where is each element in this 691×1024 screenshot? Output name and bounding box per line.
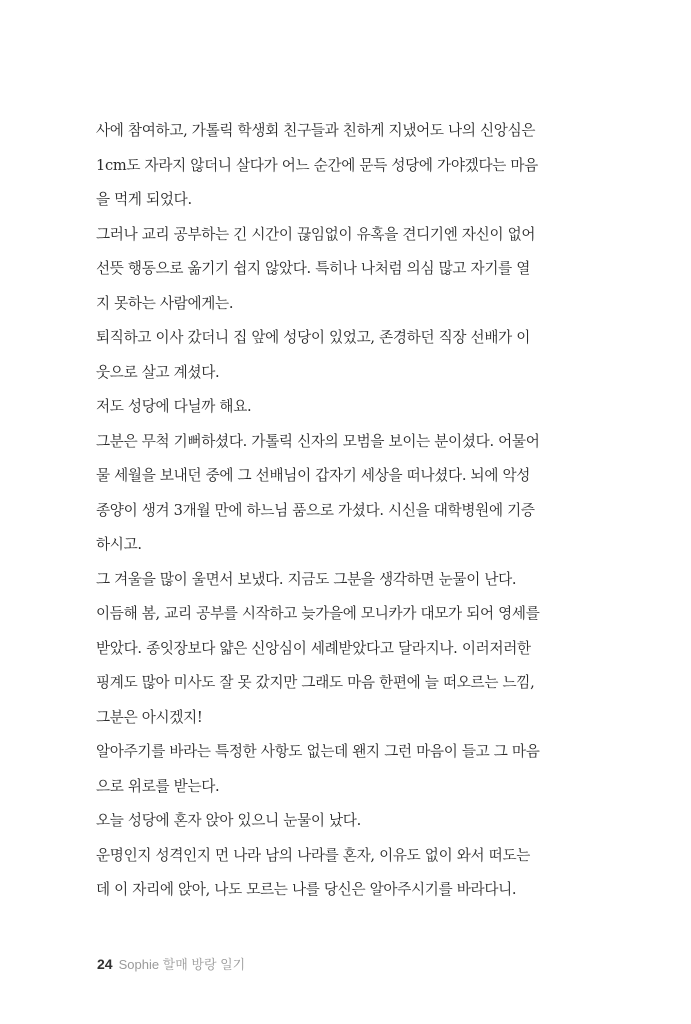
body-text xyxy=(96,114,596,908)
page-footer xyxy=(97,954,245,974)
text-line: 1cm도 자라지 않더니 살다가 어느 순간에 문득 성당에 가야겠다는 마음 xyxy=(96,156,538,174)
text-line: 그 겨울을 많이 울면서 보냈다. 지금도 그분을 생각하면 눈물이 난다. xyxy=(96,570,517,588)
text-line: 그분은 무척 기뻐하셨다. 가톨릭 신자의 모범을 보이는 분이셨다. 어물어 xyxy=(96,432,540,450)
text-line: 지 못하는 사람에게는. xyxy=(96,294,234,312)
text-line: 으로 위로를 받는다. xyxy=(96,777,220,795)
text-line: 오늘 성당에 혼자 앉아 있으니 눈물이 났다. xyxy=(96,812,361,829)
running-title: Sophie 할매 방랑 일기 xyxy=(118,957,246,972)
text-line: 데 이 자리에 앉아, 나도 모르는 나를 당신은 알아주시기를 바라다니. xyxy=(96,881,517,898)
text-line: 사에 참여하고, 가톨릭 학생회 친구들과 친하게 지냈어도 나의 신앙심은 xyxy=(96,122,536,139)
text-line: 종양이 생겨 3개월 만에 하느님 품으로 가셨다. 시신을 대학병원에 기증 xyxy=(96,501,535,519)
text-line: 핑계도 많아 미사도 잘 못 갔지만 그래도 마음 한편에 늘 떠오르는 느낌, xyxy=(96,674,535,691)
text-line: 받았다. 종잇장보다 얇은 신앙심이 세례받았다고 달라지나. 이러저러한 xyxy=(96,639,531,657)
page-number: 24 xyxy=(97,956,113,972)
text-line: 하시고. xyxy=(96,536,142,553)
text-line: 선뜻 행동으로 옮기기 쉽지 않았다. 특히나 나처럼 의심 많고 자기를 열 xyxy=(96,260,531,277)
text-line: 웃으로 살고 계셨다. xyxy=(96,363,220,381)
text-line: 알아주기를 바라는 특정한 사항도 없는데 왠지 그런 마음이 들고 그 마음 xyxy=(96,743,540,760)
text-line: 운명인지 성격인지 먼 나라 남의 나라를 혼자, 이유도 없이 와서 떠도는 xyxy=(96,846,531,864)
text-line: 이듬해 봄, 교리 공부를 시작하고 늦가을에 모니카가 대모가 되어 영세를 xyxy=(96,605,540,622)
text-line: 을 먹게 되었다. xyxy=(96,191,192,208)
text-line: 물 세월을 보내던 중에 그 선배님이 갑자기 세상을 떠나셨다. 뇌에 악성 xyxy=(96,467,531,484)
text-line: 퇴직하고 이사 갔더니 집 앞에 성당이 있었고, 존경하던 직장 선배가 이 xyxy=(96,329,531,346)
text-line: 그분은 아시겠지! xyxy=(96,708,203,726)
text-line: 저도 성당에 다닐까 해요. xyxy=(96,398,252,415)
text-line: 그러나 교리 공부하는 긴 시간이 끊임없이 유혹을 견디기엔 자신이 없어 xyxy=(96,225,536,243)
